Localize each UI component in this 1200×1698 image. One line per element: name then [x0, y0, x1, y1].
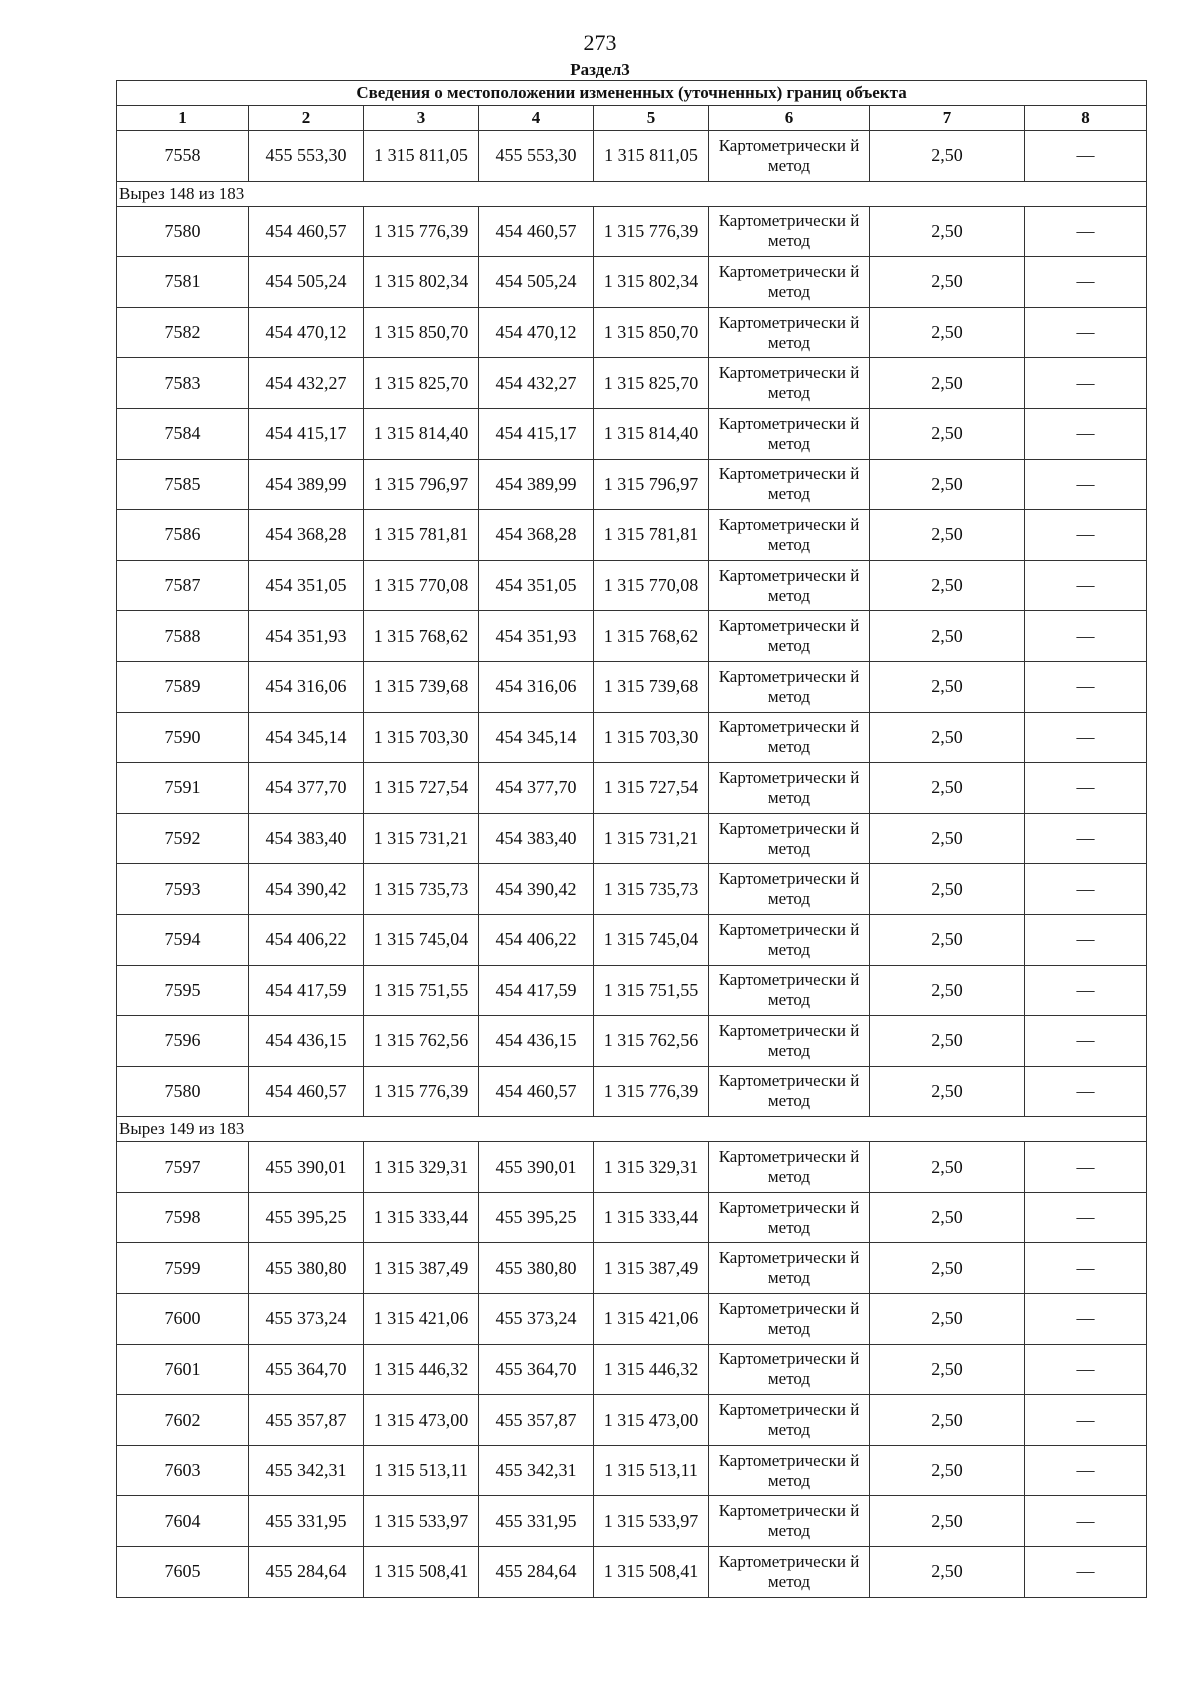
table-cell: 1 315 727,54: [364, 763, 479, 814]
table-cell: 1 315 768,62: [364, 611, 479, 662]
table-cell: Картометрически й метод: [709, 257, 870, 308]
table-cell: 1 315 513,11: [594, 1445, 709, 1496]
table-cell: 454 377,70: [479, 763, 594, 814]
table-cell: 7603: [117, 1445, 249, 1496]
table-cell: 1 315 727,54: [594, 763, 709, 814]
table-cell: 455 342,31: [249, 1445, 364, 1496]
table-cell: 454 351,93: [479, 611, 594, 662]
table-cell: 2,50: [870, 131, 1025, 182]
table-cell: 454 436,15: [249, 1016, 364, 1067]
table-cell: 455 284,64: [249, 1547, 364, 1598]
table-cell: 1 315 745,04: [594, 914, 709, 965]
column-header: 6: [709, 106, 870, 131]
table-cell: 455 380,80: [249, 1243, 364, 1294]
table-cell: 1 315 446,32: [594, 1344, 709, 1395]
table-cell: 454 389,99: [479, 459, 594, 510]
table-cell: 2,50: [870, 763, 1025, 814]
table-cell: Картометрически й метод: [709, 459, 870, 510]
table-row: [117, 1243, 1147, 1294]
table-row: [117, 131, 1147, 182]
table-row: [117, 813, 1147, 864]
table-row: [117, 965, 1147, 1016]
table-row: [117, 763, 1147, 814]
table-cell: 455 364,70: [479, 1344, 594, 1395]
table-cell: 454 460,57: [249, 1066, 364, 1117]
table-cell: —: [1025, 1496, 1147, 1547]
table-cell: 7604: [117, 1496, 249, 1547]
table-cell: 7602: [117, 1395, 249, 1446]
column-header: 3: [364, 106, 479, 131]
table-cell: 7585: [117, 459, 249, 510]
table-cell: —: [1025, 560, 1147, 611]
table-cell: 1 315 387,49: [364, 1243, 479, 1294]
table-row: [117, 864, 1147, 915]
table-cell: 1 315 776,39: [594, 1066, 709, 1117]
table-cell: —: [1025, 1344, 1147, 1395]
table-cell: Картометрически й метод: [709, 661, 870, 712]
table-cell: Картометрически й метод: [709, 307, 870, 358]
table-cell: 454 351,05: [479, 560, 594, 611]
table-cell: 1 315 814,40: [364, 408, 479, 459]
table-cell: 1 315 735,73: [594, 864, 709, 915]
table-cell: 2,50: [870, 864, 1025, 915]
table-cell: 454 417,59: [479, 965, 594, 1016]
table-cell: 2,50: [870, 459, 1025, 510]
table-cell: 2,50: [870, 1016, 1025, 1067]
table-cell: Картометрически й метод: [709, 1496, 870, 1547]
table-cell: 1 315 473,00: [594, 1395, 709, 1446]
table-cell: Картометрически й метод: [709, 712, 870, 763]
table-cell: 455 357,87: [479, 1395, 594, 1446]
table-cell: —: [1025, 712, 1147, 763]
table-cell: 455 364,70: [249, 1344, 364, 1395]
table-cell: 2,50: [870, 560, 1025, 611]
table-cell: 7584: [117, 408, 249, 459]
table-cell: 1 315 513,11: [364, 1445, 479, 1496]
table-cell: —: [1025, 358, 1147, 409]
table-cell: 1 315 781,81: [594, 510, 709, 561]
table-cell: 7594: [117, 914, 249, 965]
table-cell: Картометрически й метод: [709, 510, 870, 561]
table-cell: 1 315 811,05: [594, 131, 709, 182]
table-cell: 7596: [117, 1016, 249, 1067]
table-cell: 7598: [117, 1192, 249, 1243]
table-cell: 2,50: [870, 914, 1025, 965]
table-cell: —: [1025, 257, 1147, 308]
table-cell: 455 553,30: [249, 131, 364, 182]
table-cell: 2,50: [870, 1496, 1025, 1547]
column-header: 5: [594, 106, 709, 131]
table-row: [117, 307, 1147, 358]
table-cell: 1 315 329,31: [594, 1142, 709, 1193]
table-row: [117, 1142, 1147, 1193]
table-cell: 1 315 731,21: [364, 813, 479, 864]
table-cell: 2,50: [870, 712, 1025, 763]
table-cell: 1 315 850,70: [594, 307, 709, 358]
table-cell: 1 315 739,68: [364, 661, 479, 712]
table-cell: Картометрически й метод: [709, 1344, 870, 1395]
column-header: 7: [870, 106, 1025, 131]
table-cell: 454 383,40: [479, 813, 594, 864]
table-cell: 7558: [117, 131, 249, 182]
table-cell: 1 315 770,08: [364, 560, 479, 611]
table-cell: 1 315 802,34: [594, 257, 709, 308]
table-cell: 454 351,93: [249, 611, 364, 662]
table-row: [117, 1344, 1147, 1395]
table-cell: 455 395,25: [479, 1192, 594, 1243]
table-cell: 454 406,22: [249, 914, 364, 965]
table-cell: —: [1025, 408, 1147, 459]
table-cell: —: [1025, 510, 1147, 561]
table-cell: Картометрически й метод: [709, 1192, 870, 1243]
table-cell: 7587: [117, 560, 249, 611]
table-row: [117, 914, 1147, 965]
table-cell: 454 460,57: [479, 1066, 594, 1117]
table-cell: 454 316,06: [479, 661, 594, 712]
table-cell: 7591: [117, 763, 249, 814]
table-cell: Картометрически й метод: [709, 408, 870, 459]
table-row: [117, 611, 1147, 662]
table-cell: —: [1025, 1192, 1147, 1243]
page-number: 273: [583, 30, 617, 55]
table-cell: 455 331,95: [249, 1496, 364, 1547]
table-cell: 455 553,30: [479, 131, 594, 182]
table-cell: 2,50: [870, 1344, 1025, 1395]
table-cell: 454 345,14: [479, 712, 594, 763]
table-cell: 455 395,25: [249, 1192, 364, 1243]
table-row: [117, 459, 1147, 510]
table-cell: 454 316,06: [249, 661, 364, 712]
boundary-table: [116, 80, 1147, 1598]
table-cell: —: [1025, 206, 1147, 257]
group-row: [117, 181, 1147, 206]
table-cell: 7597: [117, 1142, 249, 1193]
table-cell: Картометрически й метод: [709, 131, 870, 182]
table-cell: 2,50: [870, 358, 1025, 409]
table-cell: 1 315 814,40: [594, 408, 709, 459]
table-cell: 454 470,12: [249, 307, 364, 358]
table-cell: —: [1025, 965, 1147, 1016]
table-cell: 1 315 508,41: [364, 1547, 479, 1598]
table-cell: Картометрически й метод: [709, 813, 870, 864]
table-cell: —: [1025, 307, 1147, 358]
table-cell: Картометрически й метод: [709, 206, 870, 257]
table-cell: Картометрически й метод: [709, 1066, 870, 1117]
table-cell: 455 380,80: [479, 1243, 594, 1294]
table-cell: 454 460,57: [479, 206, 594, 257]
table-cell: 454 390,42: [249, 864, 364, 915]
group-label: Вырез 148 из 183: [117, 181, 1147, 206]
table-row: [117, 1192, 1147, 1243]
table-cell: 7593: [117, 864, 249, 915]
table-cell: 454 415,17: [479, 408, 594, 459]
table-cell: 7583: [117, 358, 249, 409]
table-cell: 2,50: [870, 813, 1025, 864]
table-cell: 7580: [117, 206, 249, 257]
table-cell: 455 284,64: [479, 1547, 594, 1598]
table-row: [117, 1294, 1147, 1345]
table-cell: 1 315 333,44: [364, 1192, 479, 1243]
table-row: [117, 1445, 1147, 1496]
table-cell: 1 315 762,56: [364, 1016, 479, 1067]
table-row: [117, 661, 1147, 712]
table-cell: —: [1025, 1547, 1147, 1598]
table-cell: 454 389,99: [249, 459, 364, 510]
table-cell: Картометрически й метод: [709, 1445, 870, 1496]
table-cell: 454 345,14: [249, 712, 364, 763]
column-header: 8: [1025, 106, 1147, 131]
table-cell: —: [1025, 1395, 1147, 1446]
column-header: 4: [479, 106, 594, 131]
table-cell: 1 315 781,81: [364, 510, 479, 561]
table-cell: 454 351,05: [249, 560, 364, 611]
table-cell: 454 470,12: [479, 307, 594, 358]
table-cell: Картометрически й метод: [709, 1243, 870, 1294]
table-cell: Картометрически й метод: [709, 763, 870, 814]
table-cell: 1 315 731,21: [594, 813, 709, 864]
table-cell: Картометрически й метод: [709, 864, 870, 915]
table-cell: Картометрически й метод: [709, 1547, 870, 1598]
table-cell: 454 436,15: [479, 1016, 594, 1067]
table-cell: 1 315 739,68: [594, 661, 709, 712]
table-cell: 7595: [117, 965, 249, 1016]
table-cell: 2,50: [870, 1066, 1025, 1117]
table-cell: 1 315 850,70: [364, 307, 479, 358]
column-header-row: [117, 106, 1147, 131]
table-cell: 7601: [117, 1344, 249, 1395]
table-cell: 1 315 333,44: [594, 1192, 709, 1243]
table-row: [117, 358, 1147, 409]
table-cell: 7600: [117, 1294, 249, 1345]
table-cell: 455 373,24: [479, 1294, 594, 1345]
table-cell: 2,50: [870, 408, 1025, 459]
table-cell: 2,50: [870, 206, 1025, 257]
table-cell: 2,50: [870, 1192, 1025, 1243]
table-cell: 1 315 751,55: [364, 965, 479, 1016]
column-header: 1: [117, 106, 249, 131]
table-cell: —: [1025, 914, 1147, 965]
table-cell: 7590: [117, 712, 249, 763]
table-cell: Картометрически й метод: [709, 1294, 870, 1345]
table-cell: 454 432,27: [479, 358, 594, 409]
table-row: [117, 1066, 1147, 1117]
table-cell: 2,50: [870, 1243, 1025, 1294]
table-row: [117, 408, 1147, 459]
table-cell: Картометрически й метод: [709, 1142, 870, 1193]
table-cell: 2,50: [870, 1142, 1025, 1193]
table-cell: 2,50: [870, 1294, 1025, 1345]
table-cell: 1 315 762,56: [594, 1016, 709, 1067]
table-cell: 7580: [117, 1066, 249, 1117]
table-cell: 1 315 533,97: [364, 1496, 479, 1547]
table-cell: Картометрически й метод: [709, 358, 870, 409]
table-cell: 7599: [117, 1243, 249, 1294]
group-label: Вырез 149 из 183: [117, 1117, 1147, 1142]
table-row: [117, 712, 1147, 763]
table-cell: 2,50: [870, 510, 1025, 561]
table-cell: 1 315 446,32: [364, 1344, 479, 1395]
table-cell: 7605: [117, 1547, 249, 1598]
table-cell: —: [1025, 1016, 1147, 1067]
table-cell: 1 315 796,97: [364, 459, 479, 510]
table-cell: 1 315 329,31: [364, 1142, 479, 1193]
table-cell: 1 315 735,73: [364, 864, 479, 915]
table-cell: 1 315 768,62: [594, 611, 709, 662]
table-cell: 454 368,28: [479, 510, 594, 561]
table-cell: 454 417,59: [249, 965, 364, 1016]
table-row: [117, 1395, 1147, 1446]
table-cell: 7589: [117, 661, 249, 712]
table-row: [117, 206, 1147, 257]
table-caption: Сведения о местоположении измененных (уточненных) границ объекта: [117, 81, 1147, 106]
table-cell: Картометрически й метод: [709, 560, 870, 611]
table-cell: —: [1025, 864, 1147, 915]
table-row: [117, 1016, 1147, 1067]
table-cell: 454 406,22: [479, 914, 594, 965]
table-cell: 1 315 508,41: [594, 1547, 709, 1598]
table-cell: 7582: [117, 307, 249, 358]
table-cell: 454 432,27: [249, 358, 364, 409]
table-cell: —: [1025, 611, 1147, 662]
table-cell: 2,50: [870, 1395, 1025, 1446]
table-cell: Картометрически й метод: [709, 965, 870, 1016]
table-cell: Картометрически й метод: [709, 914, 870, 965]
table-cell: 1 315 751,55: [594, 965, 709, 1016]
table-cell: 7588: [117, 611, 249, 662]
table-cell: 2,50: [870, 1547, 1025, 1598]
table-cell: Картометрически й метод: [709, 611, 870, 662]
table-row: [117, 257, 1147, 308]
table-cell: 454 368,28: [249, 510, 364, 561]
table-cell: —: [1025, 1445, 1147, 1496]
table-cell: 2,50: [870, 257, 1025, 308]
table-cell: 455 390,01: [249, 1142, 364, 1193]
table-row: [117, 510, 1147, 561]
table-cell: —: [1025, 459, 1147, 510]
table-cell: 1 315 745,04: [364, 914, 479, 965]
table-cell: —: [1025, 1294, 1147, 1345]
table-cell: 2,50: [870, 611, 1025, 662]
table-cell: 7586: [117, 510, 249, 561]
table-cell: 454 415,17: [249, 408, 364, 459]
table-cell: —: [1025, 763, 1147, 814]
table-cell: 455 390,01: [479, 1142, 594, 1193]
table-cell: 1 315 776,39: [364, 206, 479, 257]
table-cell: 1 315 703,30: [594, 712, 709, 763]
table-cell: 7592: [117, 813, 249, 864]
table-cell: 1 315 811,05: [364, 131, 479, 182]
table-cell: 2,50: [870, 965, 1025, 1016]
column-header: 2: [249, 106, 364, 131]
table-cell: 1 315 802,34: [364, 257, 479, 308]
table-cell: 1 315 770,08: [594, 560, 709, 611]
table-cell: 1 315 473,00: [364, 1395, 479, 1446]
table-cell: 455 357,87: [249, 1395, 364, 1446]
table-cell: —: [1025, 661, 1147, 712]
table-cell: Картометрически й метод: [709, 1016, 870, 1067]
table-cell: 455 342,31: [479, 1445, 594, 1496]
table-cell: —: [1025, 1066, 1147, 1117]
table-cell: 454 460,57: [249, 206, 364, 257]
table-row: [117, 1496, 1147, 1547]
table-cell: —: [1025, 1142, 1147, 1193]
table-cell: Картометрически й метод: [709, 1395, 870, 1446]
table-cell: 1 315 825,70: [364, 358, 479, 409]
table-cell: 1 315 776,39: [594, 206, 709, 257]
table-row: [117, 1547, 1147, 1598]
table-cell: —: [1025, 131, 1147, 182]
table-cell: 454 390,42: [479, 864, 594, 915]
table-cell: 1 315 421,06: [594, 1294, 709, 1345]
table-cell: 454 383,40: [249, 813, 364, 864]
table-cell: 2,50: [870, 661, 1025, 712]
table-cell: —: [1025, 1243, 1147, 1294]
table-cell: 1 315 796,97: [594, 459, 709, 510]
table-cell: 1 315 533,97: [594, 1496, 709, 1547]
table-body: [117, 131, 1147, 1598]
table-cell: 454 505,24: [479, 257, 594, 308]
section-title: Раздел3: [570, 60, 630, 79]
table-cell: 1 315 387,49: [594, 1243, 709, 1294]
group-row: [117, 1117, 1147, 1142]
table-cell: 1 315 776,39: [364, 1066, 479, 1117]
table-row: [117, 560, 1147, 611]
table-cell: 2,50: [870, 1445, 1025, 1496]
table-cell: 455 331,95: [479, 1496, 594, 1547]
table-cell: 7581: [117, 257, 249, 308]
table-cell: 455 373,24: [249, 1294, 364, 1345]
table-cell: —: [1025, 813, 1147, 864]
table-cell: 454 377,70: [249, 763, 364, 814]
table-cell: 2,50: [870, 307, 1025, 358]
table-cell: 1 315 825,70: [594, 358, 709, 409]
table-cell: 1 315 703,30: [364, 712, 479, 763]
table-cell: 454 505,24: [249, 257, 364, 308]
table-cell: 1 315 421,06: [364, 1294, 479, 1345]
